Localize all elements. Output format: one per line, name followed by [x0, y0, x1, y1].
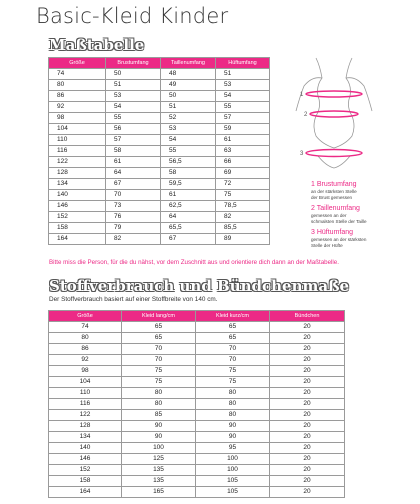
column-header: Größe — [49, 58, 106, 69]
table-row — [49, 102, 270, 113]
column-header: Größe — [49, 311, 122, 322]
table-cell: 70 — [106, 190, 161, 201]
svg-text:3: 3 — [300, 151, 304, 157]
table-cell: 74 — [49, 69, 106, 80]
table-cell: 55 — [161, 146, 216, 157]
fabric-note: Der Stoffverbrauch basiert auf einer Stoffbreite von 140 cm. — [49, 296, 218, 303]
table-cell: 51 — [161, 102, 216, 113]
table-cell: 85 — [122, 410, 196, 421]
table-row — [49, 333, 345, 344]
table-cell: 140 — [49, 443, 122, 454]
column-header: Bündchen — [270, 311, 345, 322]
table-cell: 52 — [161, 113, 216, 124]
table-cell: 105 — [196, 487, 270, 498]
table-cell: 158 — [49, 476, 122, 487]
table-cell: 89 — [216, 234, 270, 245]
table-cell: 70 — [122, 355, 196, 366]
table-row — [49, 355, 345, 366]
table-cell: 20 — [270, 377, 345, 388]
table-cell: 20 — [270, 399, 345, 410]
table-cell: 134 — [49, 432, 122, 443]
table-row — [49, 91, 270, 102]
table-row — [49, 179, 270, 190]
table-cell: 152 — [49, 212, 106, 223]
table-row — [49, 421, 345, 432]
table-cell: 116 — [49, 399, 122, 410]
table-cell: 164 — [49, 487, 122, 498]
table-cell: 116 — [49, 146, 106, 157]
table-cell: 90 — [122, 421, 196, 432]
table-cell: 80 — [122, 388, 196, 399]
table-cell: 55 — [106, 113, 161, 124]
table-cell: 67 — [161, 234, 216, 245]
table-row — [49, 113, 270, 124]
table-cell: 20 — [270, 388, 345, 399]
table-cell: 82 — [106, 234, 161, 245]
table-cell: 100 — [196, 465, 270, 476]
table-cell: 20 — [270, 410, 345, 421]
table-cell: 128 — [49, 421, 122, 432]
table-row — [49, 454, 345, 465]
table-cell: 134 — [49, 179, 106, 190]
table-cell: 75 — [196, 377, 270, 388]
table-cell: 70 — [196, 355, 270, 366]
table-cell: 122 — [49, 157, 106, 168]
table-row — [49, 476, 345, 487]
table-cell: 51 — [106, 80, 161, 91]
table-cell: 57 — [216, 113, 270, 124]
table-cell: 20 — [270, 465, 345, 476]
table-cell: 20 — [270, 454, 345, 465]
table-cell: 63 — [216, 146, 270, 157]
table-cell: 105 — [196, 476, 270, 487]
table-cell: 86 — [49, 344, 122, 355]
svg-text:1: 1 — [300, 92, 304, 98]
size-table-heading: Maßtabelle — [49, 36, 145, 54]
table-row — [49, 168, 270, 179]
table-row — [49, 135, 270, 146]
column-header: Brustumfang — [106, 58, 161, 69]
table-cell: 56,5 — [161, 157, 216, 168]
table-cell: 61 — [106, 157, 161, 168]
table-cell: 104 — [49, 377, 122, 388]
table-row — [49, 487, 345, 498]
table-cell: 80 — [122, 399, 196, 410]
table-row — [49, 80, 270, 91]
table-cell: 67 — [106, 179, 161, 190]
table-cell: 164 — [49, 234, 106, 245]
size-table-header — [49, 58, 270, 69]
table-row — [49, 432, 345, 443]
fabric-table — [48, 310, 345, 498]
table-cell: 65 — [122, 333, 196, 344]
table-cell: 86 — [49, 91, 106, 102]
table-cell: 140 — [49, 190, 106, 201]
table-cell: 65 — [196, 333, 270, 344]
table-cell: 51 — [216, 69, 270, 80]
table-cell: 74 — [49, 322, 122, 333]
size-table — [48, 57, 270, 245]
table-row — [49, 157, 270, 168]
table-cell: 64 — [161, 212, 216, 223]
table-cell: 122 — [49, 410, 122, 421]
table-row — [49, 322, 345, 333]
table-cell: 54 — [161, 135, 216, 146]
table-cell: 80 — [49, 333, 122, 344]
chest-line — [306, 91, 362, 97]
table-cell: 59,5 — [161, 179, 216, 190]
table-cell: 48 — [161, 69, 216, 80]
table-row — [49, 366, 345, 377]
table-row — [49, 344, 345, 355]
table-cell: 72 — [216, 179, 270, 190]
table-cell: 53 — [106, 91, 161, 102]
table-row — [49, 410, 345, 421]
column-header: Kleid lang/cm — [122, 311, 196, 322]
table-cell: 100 — [122, 443, 196, 454]
table-cell: 70 — [196, 344, 270, 355]
table-cell: 20 — [270, 421, 345, 432]
table-cell: 75 — [122, 377, 196, 388]
table-cell: 50 — [161, 91, 216, 102]
table-row — [49, 146, 270, 157]
table-row — [49, 223, 270, 234]
table-cell: 70 — [122, 344, 196, 355]
table-cell: 92 — [49, 355, 122, 366]
table-cell: 66 — [216, 157, 270, 168]
table-cell: 69 — [216, 168, 270, 179]
table-cell: 73 — [106, 201, 161, 212]
table-row — [49, 69, 270, 80]
column-header: Hüftumfang — [216, 58, 270, 69]
table-cell: 61 — [216, 135, 270, 146]
table-cell: 20 — [270, 355, 345, 366]
table-cell: 58 — [106, 146, 161, 157]
column-header: Taillenumfang — [161, 58, 216, 69]
table-cell: 79 — [106, 223, 161, 234]
table-row — [49, 377, 345, 388]
table-cell: 20 — [270, 476, 345, 487]
table-cell: 49 — [161, 80, 216, 91]
body-measurement-figure — [286, 56, 382, 181]
hip-line — [306, 150, 362, 157]
table-cell: 20 — [270, 366, 345, 377]
table-cell: 20 — [270, 344, 345, 355]
table-cell: 80 — [196, 410, 270, 421]
svg-text:2: 2 — [304, 112, 308, 118]
table-cell: 53 — [161, 124, 216, 135]
table-cell: 58 — [161, 168, 216, 179]
table-cell: 165 — [122, 487, 196, 498]
table-cell: 76 — [106, 212, 161, 223]
table-cell: 158 — [49, 223, 106, 234]
table-cell: 104 — [49, 124, 106, 135]
table-cell: 100 — [196, 454, 270, 465]
table-cell: 80 — [196, 388, 270, 399]
table-cell: 90 — [122, 432, 196, 443]
table-row — [49, 399, 345, 410]
table-cell: 56 — [106, 124, 161, 135]
legend-waist: 2 Taillenumfang gemessen an der schmalsten Stelle der Taille — [311, 205, 367, 224]
table-cell: 125 — [122, 454, 196, 465]
table-cell: 54 — [106, 102, 161, 113]
table-cell: 110 — [49, 388, 122, 399]
table-cell: 62,5 — [161, 201, 216, 212]
table-cell: 128 — [49, 168, 106, 179]
table-cell: 75 — [216, 190, 270, 201]
legend-hip: 3 Hüftumfang gemessen an der stärksten Stelle der Hüfte — [311, 229, 367, 248]
table-cell: 20 — [270, 333, 345, 344]
table-cell: 20 — [270, 322, 345, 333]
table-cell: 57 — [106, 135, 161, 146]
table-cell: 20 — [270, 432, 345, 443]
table-row — [49, 212, 270, 223]
table-cell: 61 — [161, 190, 216, 201]
table-cell: 54 — [216, 91, 270, 102]
fabric-table-heading: Stoffverbrauch und Bündchenmaße — [49, 277, 350, 295]
table-cell: 98 — [49, 366, 122, 377]
table-cell: 85,5 — [216, 223, 270, 234]
table-row — [49, 124, 270, 135]
table-cell: 110 — [49, 135, 106, 146]
table-cell: 90 — [196, 421, 270, 432]
table-cell: 152 — [49, 465, 122, 476]
table-cell: 50 — [106, 69, 161, 80]
table-cell: 78,5 — [216, 201, 270, 212]
table-cell: 95 — [196, 443, 270, 454]
fabric-table-header — [49, 311, 345, 322]
table-cell: 20 — [270, 443, 345, 454]
page-title: Basic-Kleid Kinder — [36, 4, 229, 28]
measurement-note: Bitte miss die Person, für die du nähst, vor dem Zuschnitt aus und orientiere dich dann an der Maßtabelle. — [49, 259, 339, 266]
table-row — [49, 201, 270, 212]
table-row — [49, 465, 345, 476]
table-row — [49, 190, 270, 201]
table-cell: 75 — [122, 366, 196, 377]
table-cell: 80 — [49, 80, 106, 91]
table-cell: 65,5 — [161, 223, 216, 234]
table-cell: 55 — [216, 102, 270, 113]
table-cell: 53 — [216, 80, 270, 91]
table-cell: 20 — [270, 487, 345, 498]
table-row — [49, 388, 345, 399]
table-cell: 90 — [196, 432, 270, 443]
table-cell: 146 — [49, 201, 106, 212]
table-cell: 65 — [196, 322, 270, 333]
table-cell: 135 — [122, 476, 196, 487]
table-cell: 59 — [216, 124, 270, 135]
table-cell: 80 — [196, 399, 270, 410]
table-row — [49, 234, 270, 245]
column-header: Kleid kurz/cm — [196, 311, 270, 322]
table-row — [49, 443, 345, 454]
legend-chest: 1 Brustumfang an der stärksten Stelle der Brust gemessen — [311, 181, 357, 200]
table-cell: 65 — [122, 322, 196, 333]
table-cell: 64 — [106, 168, 161, 179]
table-cell: 98 — [49, 113, 106, 124]
table-cell: 135 — [122, 465, 196, 476]
table-cell: 92 — [49, 102, 106, 113]
table-cell: 82 — [216, 212, 270, 223]
table-cell: 75 — [196, 366, 270, 377]
table-cell: 146 — [49, 454, 122, 465]
